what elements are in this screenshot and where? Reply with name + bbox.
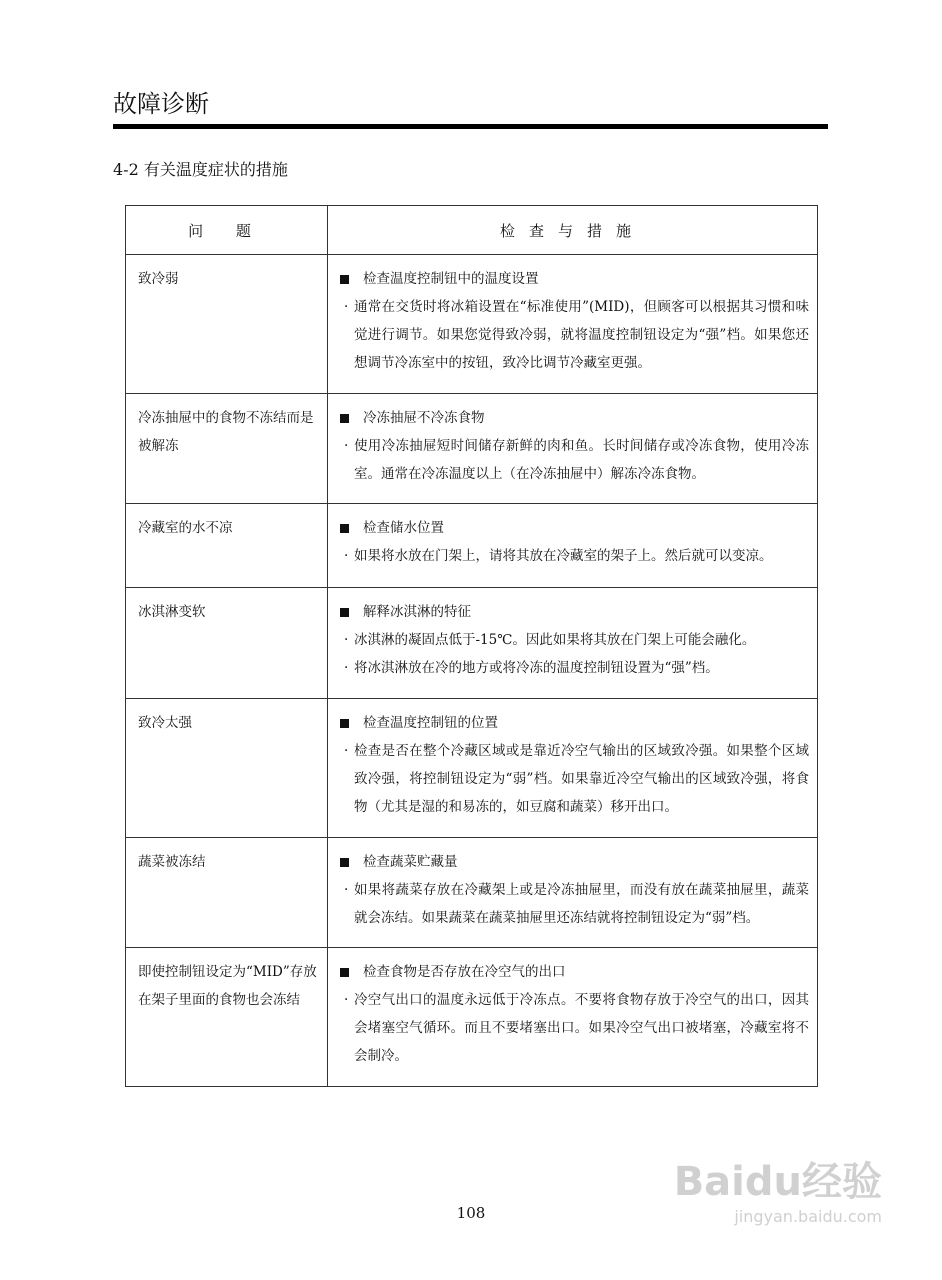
column-header-check: 检查与措施 bbox=[328, 206, 818, 255]
measure-bullet: · 如果将水放在门架上，请将其放在冷藏室的架子上。然后就可以变凉。 bbox=[340, 542, 809, 570]
measure-bullet: · 冷空气出口的温度永远低于冷冻点。不要将食物存放于冷空气的出口，因其会堵塞空气循环。而且不要堵塞出口。如果冷空气出口被堵塞，冷藏室将不会制冷。 bbox=[340, 986, 809, 1070]
problem-cell bbox=[126, 504, 328, 588]
check-heading-text: 检查温度控制钮的位置 bbox=[363, 715, 498, 731]
column-header-problem: 问 题 bbox=[126, 206, 328, 255]
check-heading bbox=[340, 598, 809, 626]
check-cell bbox=[328, 838, 818, 948]
table-row bbox=[126, 838, 818, 948]
watermark bbox=[674, 1150, 882, 1226]
table-row bbox=[126, 588, 818, 699]
check-heading bbox=[340, 958, 809, 986]
watermark-logo: Baidu经验 bbox=[673, 1159, 882, 1205]
check-heading-text: 检查蔬菜贮藏量 bbox=[363, 854, 458, 870]
check-cell bbox=[328, 504, 818, 588]
check-heading-text: 检查储水位置 bbox=[363, 520, 444, 536]
check-cell bbox=[328, 948, 818, 1087]
section-title: 4-2 有关温度症状的措施 bbox=[113, 160, 288, 179]
square-bullet-icon bbox=[340, 719, 349, 728]
problem-cell bbox=[126, 948, 328, 1087]
problem-cell bbox=[126, 699, 328, 838]
check-heading-text: 检查食物是否存放在冷空气的出口 bbox=[363, 964, 566, 980]
square-bullet-icon bbox=[340, 524, 349, 533]
problem-text: 蔬菜被冻结 bbox=[138, 854, 206, 870]
check-heading bbox=[340, 514, 809, 542]
check-cell bbox=[328, 588, 818, 699]
check-cell bbox=[328, 255, 818, 394]
problem-text: 冷藏室的水不凉 bbox=[138, 520, 233, 536]
measure-bullet: · 使用冷冻抽屉短时间储存新鲜的肉和鱼。长时间储存或冷冻食物，使用冷冻室。通常在冷冻温度以上（在冷冻抽屉中）解冻冷冻食物。 bbox=[340, 432, 809, 488]
measure-bullet: · 检查是否在整个冷藏区域或是靠近冷空气输出的区域致冷强。如果整个区域致冷强，将控制钮设定为“弱”档。如果靠近冷空气输出的区域致冷强，将食物（尤其是湿的和易冻的，如豆腐和蔬菜）移开出口。 bbox=[340, 737, 809, 821]
square-bullet-icon bbox=[340, 968, 349, 977]
check-heading bbox=[340, 265, 809, 293]
troubleshooting-table bbox=[125, 205, 818, 1087]
square-bullet-icon bbox=[340, 414, 349, 423]
table-row bbox=[126, 699, 818, 838]
problem-cell bbox=[126, 588, 328, 699]
square-bullet-icon bbox=[340, 858, 349, 867]
problem-cell bbox=[126, 838, 328, 948]
table-row bbox=[126, 255, 818, 394]
problem-text: 冷冻抽屉中的食物不冻结而是被解冻 bbox=[138, 410, 314, 454]
measure-bullet: · 冰淇淋的凝固点低于-15℃。因此如果将其放在门架上可能会融化。 bbox=[340, 626, 809, 654]
watermark-url: jingyan.baidu.com bbox=[734, 1207, 882, 1226]
square-bullet-icon bbox=[340, 608, 349, 617]
problem-text: 冰淇淋变软 bbox=[138, 604, 206, 620]
square-bullet-icon bbox=[340, 275, 349, 284]
check-heading bbox=[340, 848, 809, 876]
check-heading bbox=[340, 404, 809, 432]
measure-bullet: · 将冰淇淋放在冷的地方或将冷冻的温度控制钮设置为“强”档。 bbox=[340, 654, 809, 682]
problem-cell bbox=[126, 255, 328, 394]
page-number: 108 bbox=[456, 1204, 486, 1222]
table-row bbox=[126, 394, 818, 504]
problem-text: 致冷弱 bbox=[138, 271, 179, 287]
check-heading-text: 检查温度控制钮中的温度设置 bbox=[363, 271, 539, 287]
check-cell bbox=[328, 394, 818, 504]
check-cell bbox=[328, 699, 818, 838]
check-heading bbox=[340, 709, 809, 737]
page-title: 故障诊断 bbox=[113, 90, 209, 118]
measure-bullet: · 通常在交货时将冰箱设置在“标准使用”(MID)，但顾客可以根据其习惯和味觉进行调节。如果您觉得致冷弱，就将温度控制钮设定为“强”档。如果您还想调节冷冻室中的按钮，致冷比调节冷藏室更强。 bbox=[340, 293, 809, 377]
measure-bullet: · 如果将蔬菜存放在冷藏架上或是冷冻抽屉里，而没有放在蔬菜抽屉里，蔬菜就会冻结。如果蔬菜在蔬菜抽屉里还冻结就将控制钮设定为“弱”档。 bbox=[340, 876, 809, 932]
table-row bbox=[126, 948, 818, 1087]
table-header-row bbox=[126, 206, 818, 255]
problem-cell bbox=[126, 394, 328, 504]
problem-text: 即使控制钮设定为“MID”存放在架子里面的食物也会冻结 bbox=[138, 964, 317, 1008]
problem-text: 致冷太强 bbox=[138, 715, 192, 731]
title-divider bbox=[113, 124, 828, 129]
check-heading-text: 解释冰淇淋的特征 bbox=[363, 604, 471, 620]
table-row bbox=[126, 504, 818, 588]
check-heading-text: 冷冻抽屉不冷冻食物 bbox=[363, 410, 485, 426]
